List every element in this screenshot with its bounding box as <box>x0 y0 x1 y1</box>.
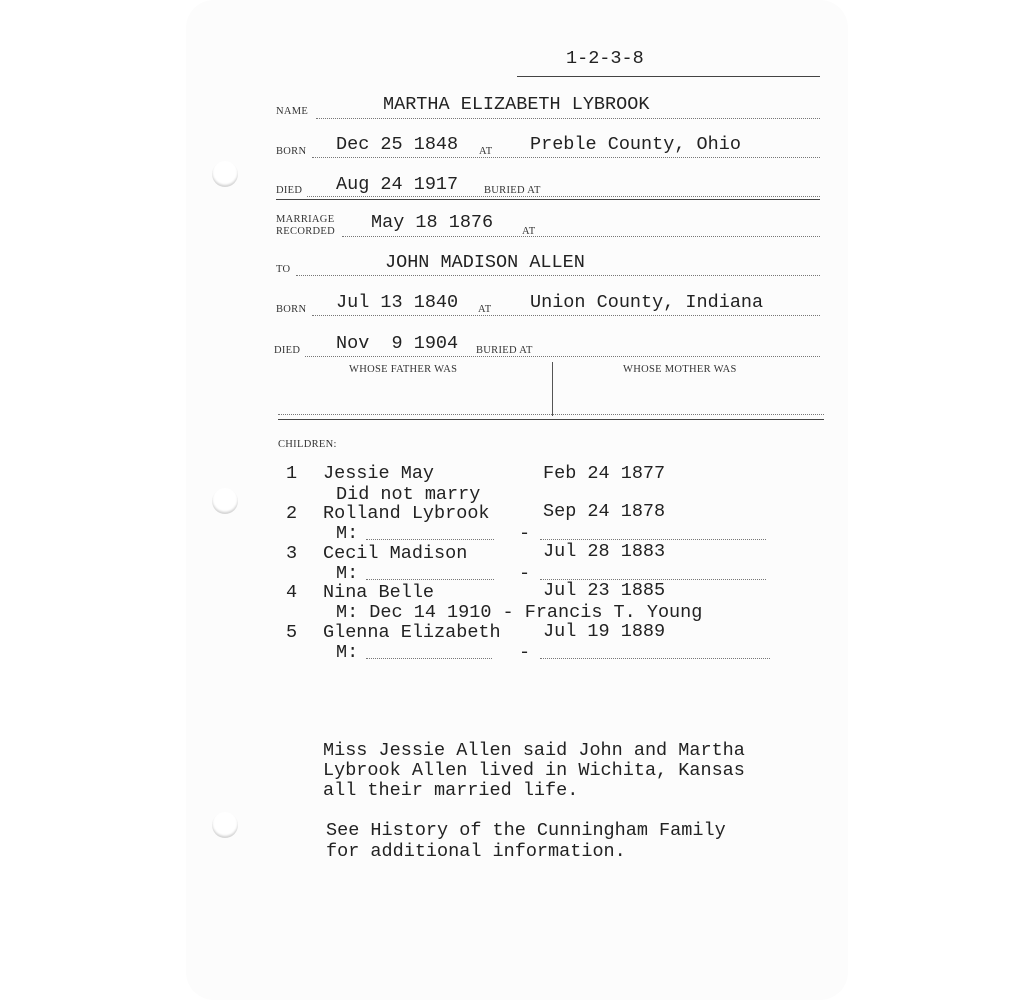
person-born-date: Dec 25 1848 <box>336 134 459 155</box>
child-name: Nina Belle <box>323 582 435 603</box>
child-birth-date: Jul 28 1883 <box>543 541 666 562</box>
spouse-died-date: Nov 9 1904 <box>336 333 459 354</box>
dash: - <box>519 642 531 663</box>
died-line <box>305 356 820 357</box>
children-label: CHILDREN: <box>278 439 337 450</box>
to-label: TO <box>276 264 291 275</box>
at-label: AT <box>479 146 493 157</box>
child-number: 2 <box>286 503 298 524</box>
whose-mother-label: WHOSE MOTHER WAS <box>623 364 737 375</box>
child-name: Glenna Elizabeth <box>323 622 501 643</box>
divider <box>517 76 820 77</box>
to-line <box>296 275 820 276</box>
child-number: 4 <box>286 582 298 603</box>
buried-at-label: BURIED AT <box>484 185 541 196</box>
person-born-place: Preble County, Ohio <box>530 134 741 155</box>
person-name: MARTHA ELIZABETH LYBROOK <box>383 94 650 115</box>
at-label: AT <box>522 226 536 237</box>
divider <box>276 199 820 200</box>
note-line: for additional information. <box>326 841 626 862</box>
punch-hole <box>212 161 238 187</box>
spouse-born-date: Jul 13 1840 <box>336 292 459 313</box>
note-line: Lybrook Allen lived in Wichita, Kansas <box>323 760 745 781</box>
child-name: Rolland Lybrook <box>323 503 490 524</box>
marriage-recorded-label: MARRIAGE RECORDED <box>276 214 335 237</box>
born-line <box>312 315 820 316</box>
child-marriage-label: M: <box>336 523 359 544</box>
buried-at-label: BURIED AT <box>476 345 533 356</box>
child-marriage-label: M: <box>336 563 359 584</box>
child-number: 5 <box>286 622 298 643</box>
died-label: DIED <box>274 345 301 356</box>
name-label: NAME <box>276 106 309 117</box>
note-line: Miss Jessie Allen said John and Martha <box>323 740 745 761</box>
child-birth-date: Jul 23 1885 <box>543 580 666 601</box>
child-note: M: Dec 14 1910 - Francis T. Young <box>336 602 703 623</box>
note-line: all their married life. <box>323 780 579 801</box>
marriage-line <box>366 539 494 540</box>
note-line: See History of the Cunningham Family <box>326 820 726 841</box>
child-birth-date: Sep 24 1878 <box>543 501 666 522</box>
child-birth-date: Feb 24 1877 <box>543 463 666 484</box>
name-line <box>316 118 820 119</box>
died-line <box>307 196 820 197</box>
dash: - <box>519 523 531 544</box>
marriage-line <box>342 236 820 237</box>
marriage-line <box>366 658 492 659</box>
born-label: BORN <box>276 304 307 315</box>
child-birth-date: Jul 19 1889 <box>543 621 666 642</box>
child-marriage-label: M: <box>336 642 359 663</box>
card-number: 1-2-3-8 <box>566 48 644 69</box>
died-label: DIED <box>276 185 303 196</box>
marriage-date: May 18 1876 <box>371 212 494 233</box>
child-name: Cecil Madison <box>323 543 468 564</box>
divider <box>278 419 824 420</box>
at-label: AT <box>478 304 492 315</box>
marriage-line <box>366 579 494 580</box>
person-died-date: Aug 24 1917 <box>336 174 459 195</box>
spouse-name: JOHN MADISON ALLEN <box>385 252 585 273</box>
parents-divider <box>552 362 553 416</box>
child-name: Jessie May <box>323 463 435 484</box>
child-number: 1 <box>286 463 298 484</box>
child-number: 3 <box>286 543 298 564</box>
punch-hole <box>212 488 238 514</box>
born-label: BORN <box>276 146 307 157</box>
punch-hole <box>212 812 238 838</box>
spouse-line <box>540 658 770 659</box>
dash: - <box>519 563 531 584</box>
spouse-line <box>540 539 766 540</box>
child-note: Did not marry <box>336 484 481 505</box>
spouse-born-place: Union County, Indiana <box>530 292 764 313</box>
whose-father-label: WHOSE FATHER WAS <box>349 364 458 375</box>
born-line <box>312 157 820 158</box>
parents-line <box>278 414 824 415</box>
